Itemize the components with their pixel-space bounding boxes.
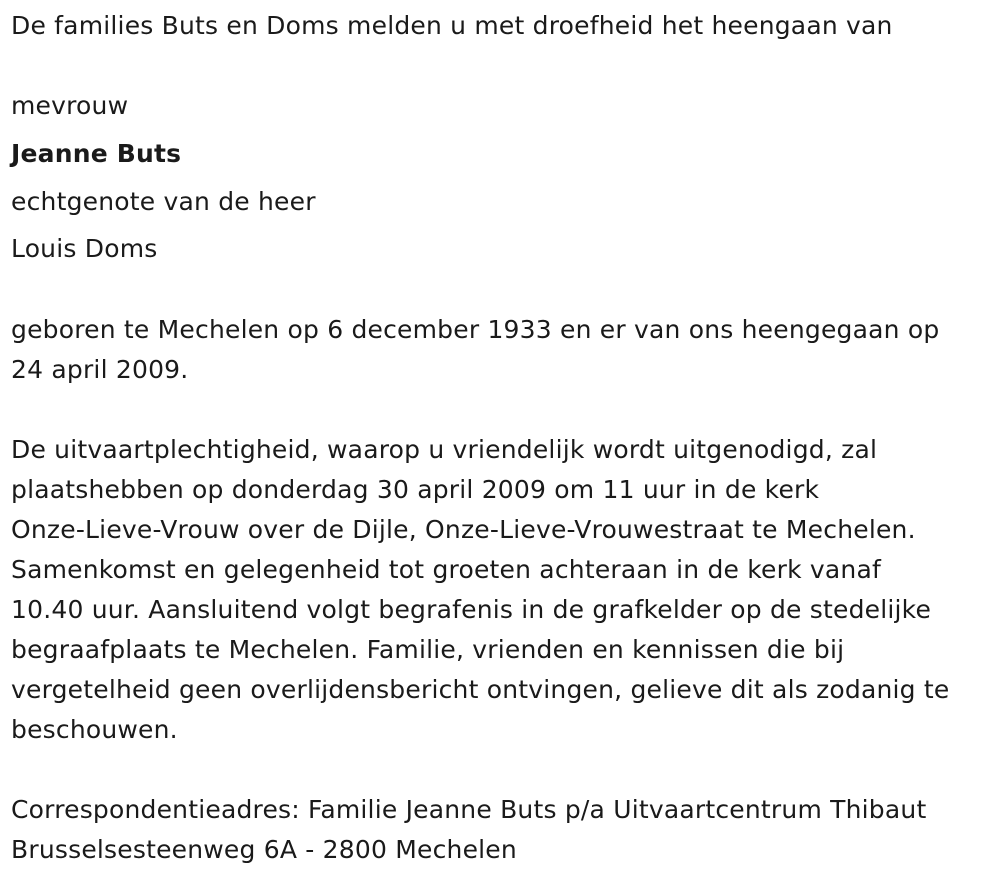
correspondence-line: Brusselsesteenweg 6A - 2800 Mechelen bbox=[11, 835, 517, 864]
funeral-paragraph bbox=[11, 430, 991, 750]
spouse-label: echtgenote van de heer bbox=[11, 187, 316, 216]
birth-paragraph bbox=[11, 310, 991, 390]
birth-line: 24 april 2009. bbox=[11, 355, 189, 384]
birth-line: geboren te Mechelen op 6 december 1933 en er van ons heengegaan op bbox=[11, 315, 940, 344]
funeral-line: 10.40 uur. Aansluitend volgt begrafenis in de grafkelder op de stedelijke bbox=[11, 595, 932, 624]
salutation: mevrouw bbox=[11, 91, 129, 120]
funeral-line: beschouwen. bbox=[11, 715, 178, 744]
intro-text: De families Buts en Doms melden u met droefheid het heengaan van bbox=[11, 11, 893, 40]
funeral-line: plaatshebben op donderdag 30 april 2009 om 11 uur in de kerk bbox=[11, 475, 820, 504]
deceased-name: Jeanne Buts bbox=[11, 139, 182, 168]
funeral-line: Samenkomst en gelegenheid tot groeten achteraan in de kerk vanaf bbox=[11, 555, 881, 584]
funeral-line: begraafplaats te Mechelen. Familie, vrienden en kennissen die bij bbox=[11, 635, 845, 664]
spouse-name: Louis Doms bbox=[11, 234, 158, 263]
correspondence-paragraph bbox=[11, 790, 991, 870]
funeral-line: Onze-Lieve-Vrouw over de Dijle, Onze-Lieve-Vrouwestraat te Mechelen. bbox=[11, 515, 916, 544]
funeral-line: vergetelheid geen overlijdensbericht ontvingen, gelieve dit als zodanig te bbox=[11, 675, 950, 704]
funeral-line: De uitvaartplechtigheid, waarop u vriendelijk wordt uitgenodigd, zal bbox=[11, 435, 878, 464]
correspondence-line: Correspondentieadres: Familie Jeanne Buts p/a Uitvaartcentrum Thibaut bbox=[11, 795, 927, 824]
